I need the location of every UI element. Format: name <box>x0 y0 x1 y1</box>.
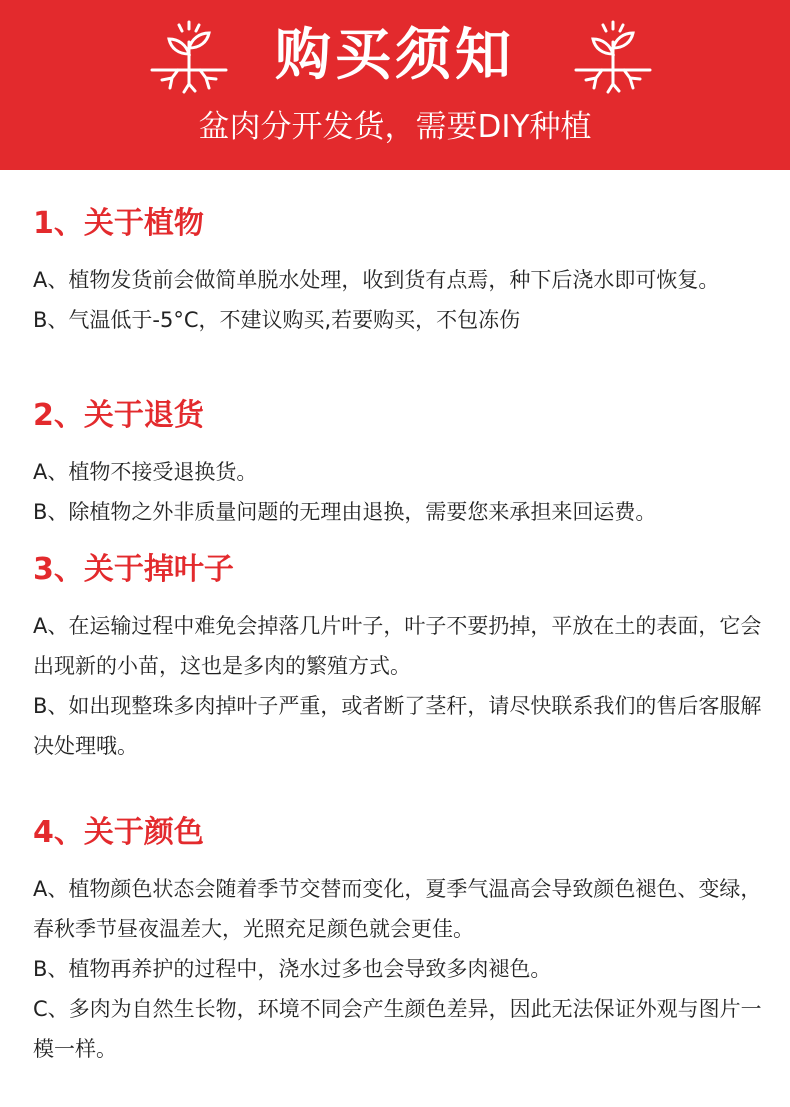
notice-item: B、气温低于-5°C，不建议购买,若要购买，不包冻伤 <box>33 308 521 332</box>
sprout-icon <box>572 18 654 96</box>
section-title: 1、关于植物 <box>33 206 204 241</box>
section-about-returns <box>33 396 763 532</box>
notice-item: A、植物颜色状态会随着季节交替而变化，夏季气温高会导致颜色褪色、变绿，春秋季节昼夜温差大，光照充足颜色就会更佳。 <box>33 877 762 941</box>
section-about-plants <box>33 204 763 340</box>
page-title: 购买须知 <box>275 23 515 88</box>
section-title: 2、关于退货 <box>33 398 204 433</box>
header-banner <box>0 0 790 170</box>
notice-item: A、植物发货前会做简单脱水处理，收到货有点焉，种下后浇水即可恢复。 <box>33 268 720 292</box>
section-about-color <box>33 813 763 1069</box>
section-title: 4、关于颜色 <box>33 815 204 850</box>
notice-item: B、如出现整珠多肉掉叶子严重，或者断了茎秆，请尽快联系我们的售后客服解决处理哦。 <box>33 694 762 758</box>
section-title: 3、关于掉叶子 <box>33 552 234 587</box>
section-about-falling-leaves <box>33 550 763 766</box>
page-subtitle: 盆肉分开发货，需要DIY种植 <box>198 109 592 145</box>
notice-item: B、除植物之外非质量问题的无理由退换，需要您来承担来回运费。 <box>33 500 657 524</box>
notice-item: A、在运输过程中难免会掉落几片叶子，叶子不要扔掉，平放在土的表面，它会出现新的小苗，这也是多肉的繁殖方式。 <box>33 614 762 678</box>
notice-item: A、植物不接受退换货。 <box>33 460 258 484</box>
notice-item: C、多肉为自然生长物，环境不同会产生颜色差异，因此无法保证外观与图片一模一样。 <box>33 997 762 1061</box>
notice-item: B、植物再养护的过程中，浇水过多也会导致多肉褪色。 <box>33 957 552 981</box>
